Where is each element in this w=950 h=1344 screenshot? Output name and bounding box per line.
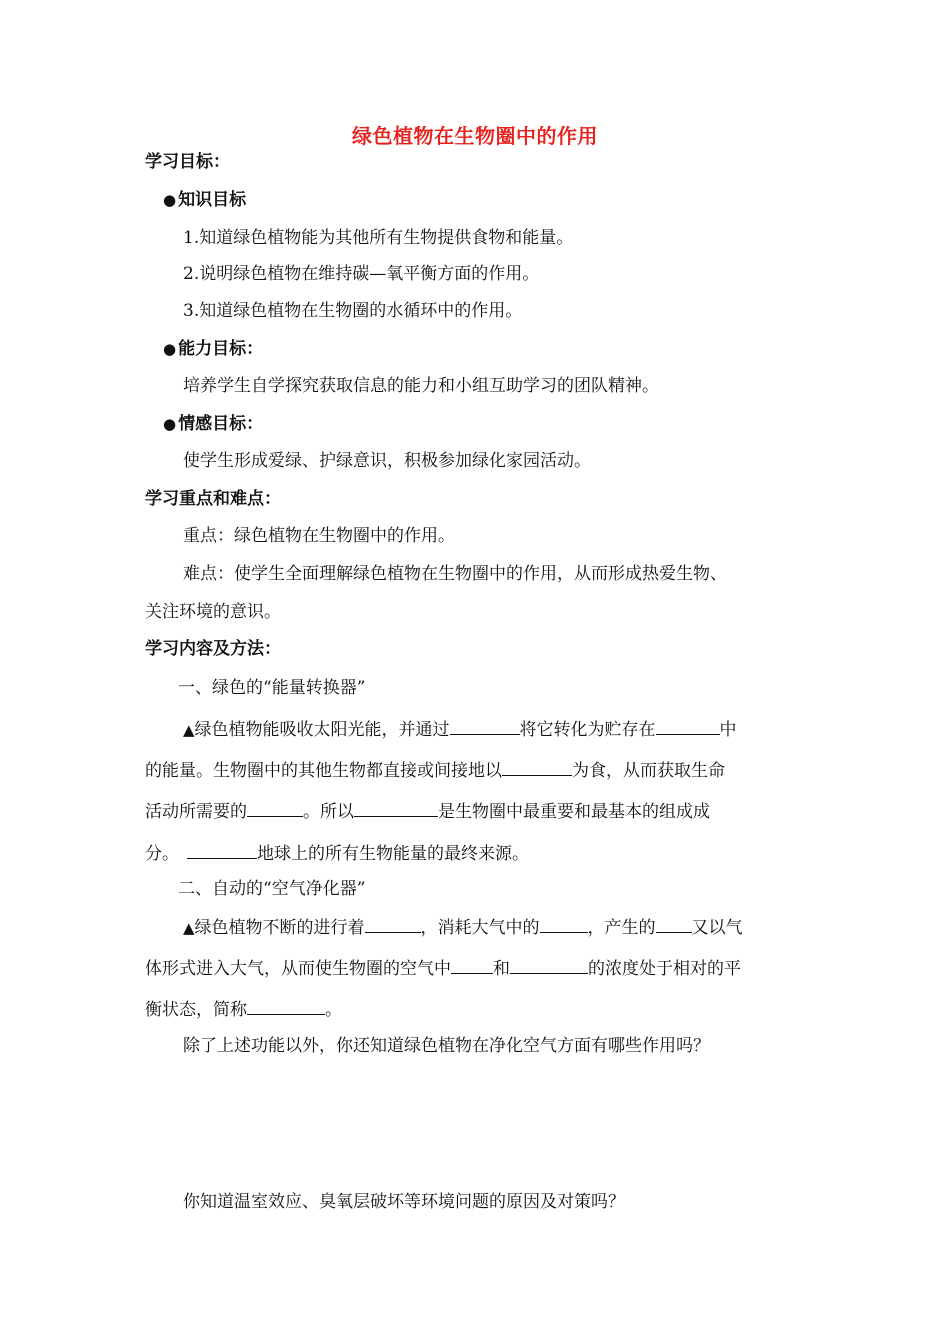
question-text: 你知道温室效应、臭氧层破坏等环境问题的原因及对策吗？	[183, 1192, 625, 1212]
bullet-icon: ●	[163, 340, 177, 358]
fill-blank[interactable]	[247, 798, 303, 817]
emotion-objective-heading	[163, 412, 263, 436]
fill-blank[interactable]	[510, 955, 588, 974]
fill-blank[interactable]	[247, 996, 325, 1015]
section1-paragraph-line: 活动所需要的 。所以 是生物圈中最重要和最基本的组成成	[145, 798, 710, 824]
fill-blank[interactable]	[187, 840, 257, 859]
knowledge-item: 2.说明绿色植物在维持碳—氧平衡方面的作用。	[183, 264, 540, 284]
fill-blank[interactable]	[450, 716, 520, 735]
bullet-icon: ●	[163, 415, 177, 433]
knowledge-item: 3.知道绿色植物在生物圈的水循环中的作用。	[183, 301, 523, 321]
section1-title: 一、绿色的“能量转换器”	[178, 678, 366, 698]
triangle-marker-icon: ▲	[183, 721, 195, 739]
fill-blank[interactable]	[656, 914, 692, 933]
section2-paragraph-line: 衡状态，简称 。	[145, 996, 342, 1022]
section1-paragraph-line: ▲绿色植物能吸收太阳光能，并通过 将它转化为贮存在 中	[183, 716, 737, 742]
fill-blank[interactable]	[502, 757, 572, 776]
keypoints-heading: 学习重点和难点：	[145, 489, 281, 509]
section2-title: 二、自动的“空气净化器”	[178, 879, 366, 899]
fill-blank[interactable]	[540, 914, 588, 933]
fill-blank[interactable]	[365, 914, 421, 933]
objectives-heading: 学习目标：	[145, 152, 230, 172]
emotion-objective-text: 使学生形成爱绿、护绿意识，积极参加绿化家园活动。	[183, 451, 591, 471]
knowledge-objective-heading	[163, 188, 246, 212]
knowledge-objective-label: 知识目标	[178, 190, 247, 210]
emotion-objective-label: 情感目标：	[178, 414, 264, 434]
ability-objective-text: 培养学生自学探究获取信息的能力和小组互助学习的团队精神。	[183, 376, 659, 396]
section2-paragraph-line: 体形式进入大气，从而使生物圈的空气中 和 的浓度处于相对的平	[145, 955, 741, 981]
fill-blank[interactable]	[451, 955, 493, 974]
page-title: 绿色植物在生物圈中的作用	[352, 124, 598, 148]
focus-text: 重点：绿色植物在生物圈中的作用。	[183, 526, 455, 546]
bullet-icon: ●	[163, 191, 177, 209]
section2-paragraph-line: ▲绿色植物不断的进行着 ，消耗大气中的 ，产生的 又以气	[183, 914, 743, 940]
triangle-marker-icon: ▲	[183, 919, 195, 937]
section1-paragraph-line: 分。 地球上的所有生物能量的最终来源。	[145, 840, 529, 866]
difficulty-text-continued: 关注环境的意识。	[145, 602, 281, 622]
question-text: 除了上述功能以外，你还知道绿色植物在净化空气方面有哪些作用吗？	[183, 1036, 710, 1056]
ability-objective-heading	[163, 337, 263, 361]
ability-objective-label: 能力目标：	[178, 339, 264, 359]
section1-paragraph-line: 的能量。生物圈中的其他生物都直接或间接地以 为食，从而获取生命	[145, 757, 725, 783]
fill-blank[interactable]	[656, 716, 720, 735]
difficulty-text: 难点：使学生全面理解绿色植物在生物圈中的作用，从而形成热爱生物、	[183, 564, 727, 584]
knowledge-item: 1.知道绿色植物能为其他所有生物提供食物和能量。	[183, 228, 574, 248]
fill-blank[interactable]	[354, 798, 438, 817]
content-heading: 学习内容及方法：	[145, 639, 281, 659]
